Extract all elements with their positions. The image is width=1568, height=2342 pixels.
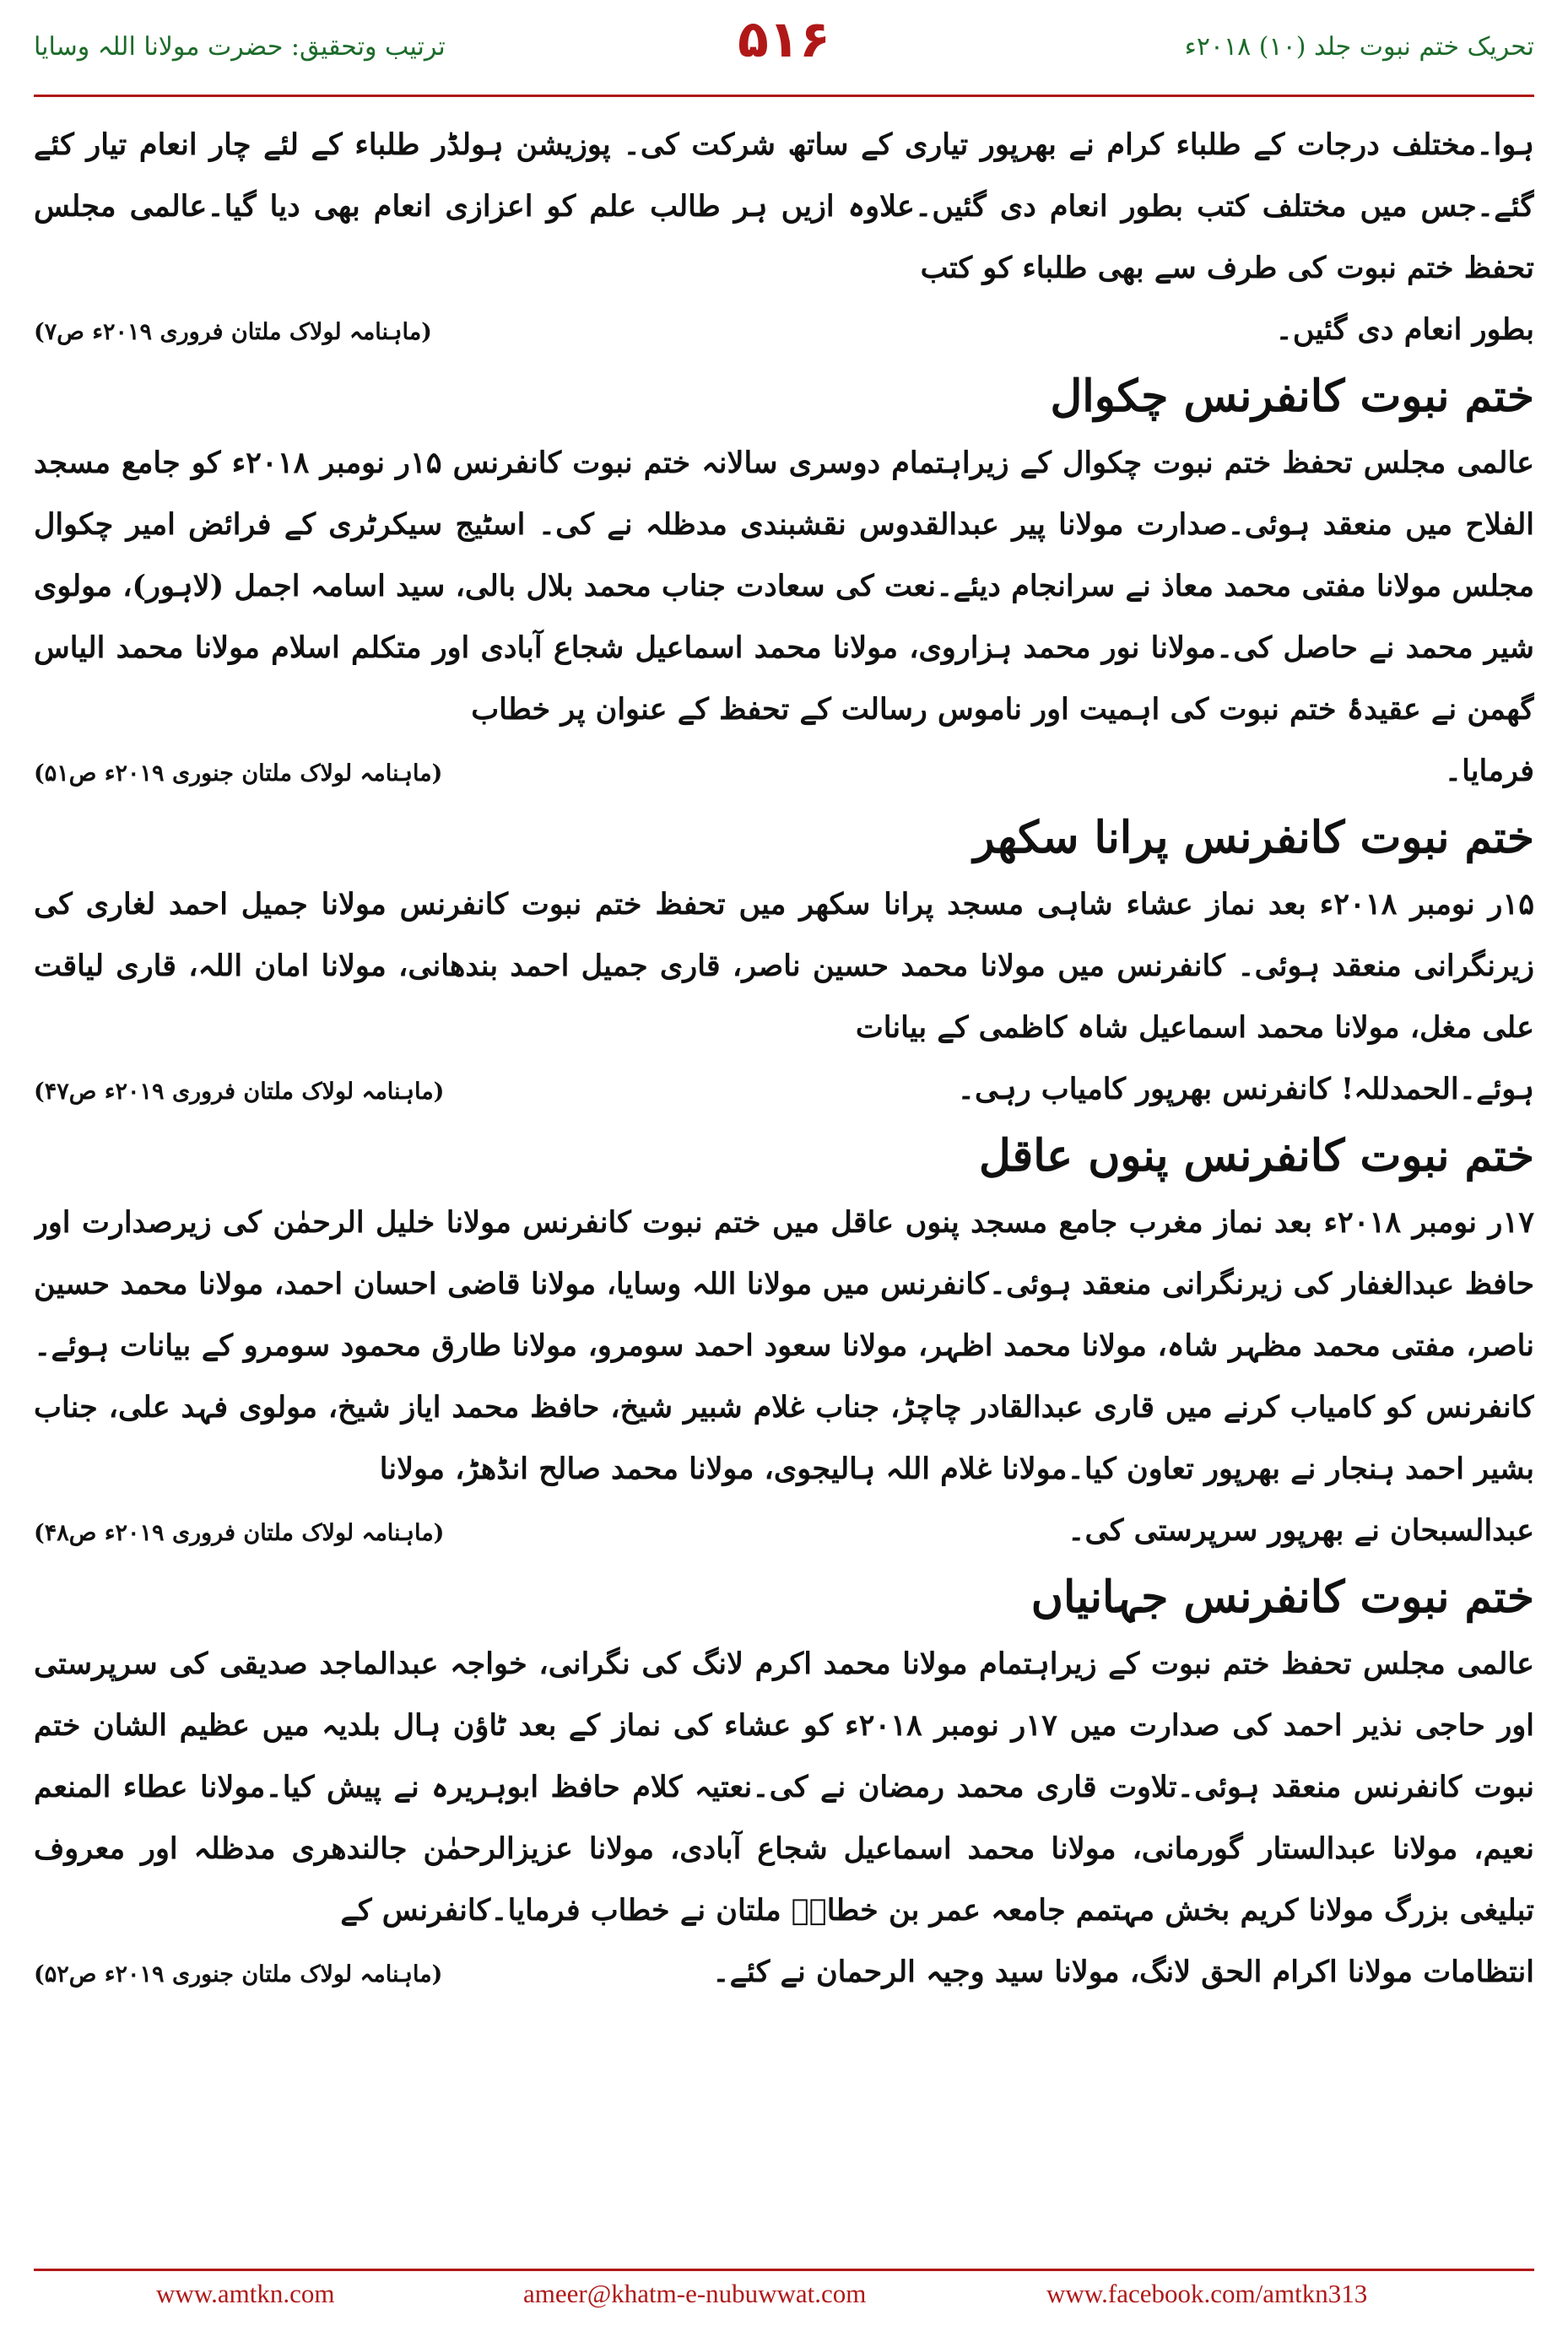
section-continuation (34, 114, 1534, 360)
footer-facebook-link[interactable]: www.facebook.com/amtkn313 (1046, 2279, 1368, 2308)
paragraph-body: ۱۷ر نومبر ۲۰۱۸ء بعد نماز مغرب جامع مسجد پنوں عاقل میں ختم نبوت کانفرنس مولانا خلیل الرحمٰن کی زیرصدارت اور حافظ عبدالغفار کی زیرنگرانی منعقد ہوئی۔کانفرنس میں مولانا اللہ وسایا، مولانا قاضی احسان احمد، مولانا محمد حسین ناصر، مفتی محمد مظہر شاہ، مولانا محمد اظہر، مولانا سعود احمد سومرو، مولانا طارق محمود سومرو کے بیانات ہوئے۔کانفرنس کو کامیاب کرنے میں قاری عبدالقادر چاچڑ، جناب غلام شبیر شیخ، حافظ محمد ایاز شیخ، مولوی فہد علی، جناب بشیر احمد ہنجار نے بھرپور تعاون کیا۔مولانا غلام اللہ ہالیجوی، مولانا محمد صالح انڈھڑ، مولانا (34, 1205, 1534, 1486)
page-number: ۵۱۶ (738, 10, 830, 69)
paragraph-last-line: ہوئے۔الحمدللہ! کانفرنس بھرپور کامیاب رہی۔ (957, 1072, 1534, 1106)
paragraph-body: ہوا۔مختلف درجات کے طلباء کرام نے بھرپور تیاری کے ساتھ شرکت کی۔ پوزیشن ہولڈر طلباء کے لئے چار انعام تیار کئے گئے۔جس میں مختلف کتب بطور انعام دی گئیں۔علاوہ ازیں ہر طالب علم کو اعزازی انعام بھی دیا گیا۔عالمی مجلس تحفظ ختم نبوت کی طرف سے بھی طلباء کو کتب (34, 127, 1534, 285)
section-purana-sukkur (34, 802, 1534, 1120)
section-jahanian (34, 1561, 1534, 2003)
section-chakwal (34, 360, 1534, 802)
page-footer (0, 2279, 1568, 2321)
source-reference: (ماہنامہ لولاک ملتان فروری ۲۰۱۹ء ص۴۸) (34, 1520, 445, 1546)
header-book-title: تحریک ختم نبوت جلد (۱۰) ۲۰۱۸ء (1184, 32, 1534, 62)
paragraph-body: عالمی مجلس تحفظ ختم نبوت کے زیراہتمام مولانا محمد اکرم لانگ کی نگرانی، خواجہ عبدالماجد صدیقی کی سرپرستی اور حاجی نذیر احمد کی صدارت میں ۱۷ر نومبر ۲۰۱۸ء کو عشاء کی نماز کے بعد ٹاؤن ہال بلدیہ میں عظیم الشان ختم نبوت کانفرنس منعقد ہوئی۔تلاوت قاری محمد رمضان نے کی۔نعتیہ کلام حافظ ابوہریرہ نے پیش کیا۔مولانا عطاء المنعم نعیم، مولانا عبدالستار گورمانی، مولانا محمد اسماعیل شجاع آبادی، مولانا عزیزالرحمٰن جالندھری مدظلہ اور معروف تبلیغی بزرگ مولانا کریم بخش مہتمم جامعہ عمر بن خطابؓ ملتان نے خطاب فرمایا۔کانفرنس کے (34, 1647, 1534, 1928)
paragraph-end (34, 1058, 1534, 1120)
paragraph-end (34, 299, 1534, 360)
page-header (0, 0, 1568, 101)
source-reference: (ماہنامہ لولاک ملتان فروری ۲۰۱۹ء ص۷) (34, 319, 432, 345)
paragraph-body: ۱۵ر نومبر ۲۰۱۸ء بعد نماز عشاء شاہی مسجد پرانا سکھر میں تحفظ ختم نبوت کانفرنس مولانا جمیل احمد لغاری کی زیرنگرانی منعقد ہوئی۔ کانفرنس میں مولانا محمد حسین ناصر، قاری جمیل احمد بندھانی، مولانا امان اللہ، قاری لیاقت علی مغل، مولانا محمد اسماعیل شاہ کاظمی کے بیانات (34, 887, 1534, 1045)
page-content (34, 114, 1534, 2253)
paragraph-end (34, 1500, 1534, 1561)
header-divider (34, 95, 1534, 97)
paragraph-last-line: انتظامات مولانا اکرام الحق لانگ، مولانا سید وجیہ الرحمان نے کئے۔ (712, 1955, 1534, 1989)
section-heading: ختم نبوت کانفرنس پنوں عاقل (979, 1130, 1534, 1182)
section-heading: ختم نبوت کانفرنس چکوال (1050, 371, 1534, 422)
header-compiler-credit: ترتیب وتحقیق: حضرت مولانا اللہ وسایا (34, 32, 446, 62)
paragraph-last-line: عبدالسبحان نے بھرپور سرپرستی کی۔ (1068, 1513, 1534, 1548)
footer-website-link[interactable]: www.amtkn.com (156, 2279, 335, 2308)
section-heading: ختم نبوت کانفرنس جہانیاں (1030, 1571, 1534, 1623)
paragraph-last-line: بطور انعام دی گئیں۔ (1275, 312, 1534, 347)
source-reference: (ماہنامہ لولاک ملتان جنوری ۲۰۱۹ء ص۵۲) (34, 1961, 443, 1988)
source-reference: (ماہنامہ لولاک ملتان فروری ۲۰۱۹ء ص۴۷) (34, 1079, 445, 1105)
paragraph-last-line: فرمایا۔ (1444, 754, 1534, 788)
footer-divider (34, 2269, 1534, 2271)
section-heading: ختم نبوت کانفرنس پرانا سکھر (973, 812, 1534, 863)
paragraph-end (34, 1941, 1534, 2003)
section-pano-aqil (34, 1120, 1534, 1561)
footer-email-link[interactable]: ameer@khatm-e-nubuwwat.com (523, 2279, 867, 2308)
paragraph-end (34, 740, 1534, 802)
paragraph-body: عالمی مجلس تحفظ ختم نبوت چکوال کے زیراہتمام دوسری سالانہ ختم نبوت کانفرنس ۱۵ر نومبر ۲۰۱۸ء کو جامع مسجد الفلاح میں منعقد ہوئی۔صدارت مولانا پیر عبدالقدوس نقشبندی مدظلہ نے کی۔ اسٹیج سیکرٹری کے فرائض امیر چکوال مجلس مولانا مفتی محمد معاذ نے سرانجام دیئے۔نعت کی سعادت جناب محمد بلال بالی، سید اسامہ اجمل (لاہور)، مولوی شیر محمد نے حاصل کی۔مولانا نور محمد ہزاروی، مولانا محمد اسماعیل شجاع آبادی اور متکلم اسلام مولانا محمد الیاس گھمن نے عقیدۂ ختم نبوت کی اہمیت اور ناموس رسالت کے تحفظ کے عنوان پر خطاب (34, 446, 1534, 727)
source-reference: (ماہنامہ لولاک ملتان جنوری ۲۰۱۹ء ص۵۱) (34, 760, 443, 787)
